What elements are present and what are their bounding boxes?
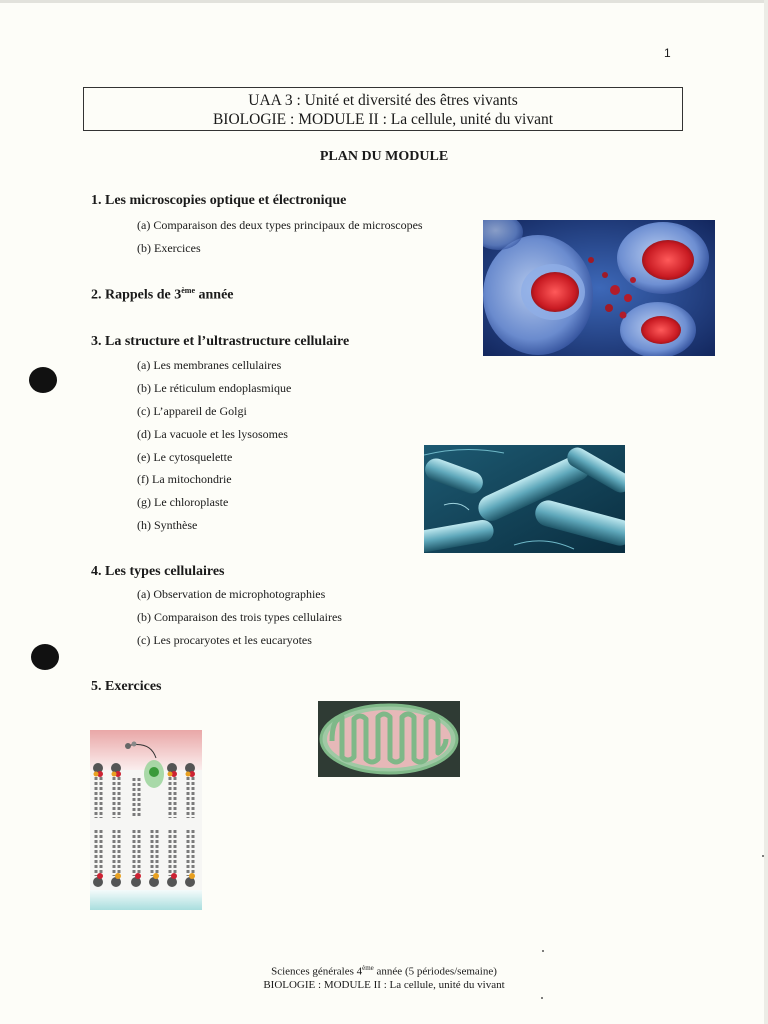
section-1-item-a: (a) Comparaison des deux types principaux de microscopes: [137, 218, 423, 232]
footer-line-2: BIOLOGIE : MODULE II : La cellule, unité du vivant: [263, 978, 505, 991]
animal-cells-image: [483, 220, 715, 356]
cell-membrane-image: [90, 730, 202, 910]
punch-hole: [31, 644, 59, 670]
bacteria-image: [424, 445, 625, 553]
section-3-item-c: (c) L’appareil de Golgi: [137, 404, 247, 418]
footer-line-1: Sciences générales 4ème année (5 périodes/semaine): [271, 964, 497, 978]
section-3-item-e: (e) Le cytosquelette: [137, 450, 233, 464]
section-3-item-a: (a) Les membranes cellulaires: [137, 358, 282, 372]
section-5-heading: 5. Exercices: [91, 679, 162, 694]
section-4-item-a: (a) Observation de microphotographies: [137, 587, 326, 601]
section-1-heading: 1. Les microscopies optique et électronique: [91, 193, 347, 208]
plan-title: PLAN DU MODULE: [319, 149, 449, 164]
section-1-item-b: (b) Exercices: [137, 241, 201, 255]
section-4-item-b: (b) Comparaison des trois types cellulaires: [137, 610, 342, 624]
section-3-item-f: (f) La mitochondrie: [137, 472, 232, 486]
page-number: 1: [664, 46, 671, 60]
module-title-line-1: UAA 3 : Unité et diversité des êtres vivants: [248, 92, 518, 109]
section-3-item-h: (h) Synthèse: [137, 518, 198, 532]
section-3-item-b: (b) Le réticulum endoplasmique: [137, 381, 292, 395]
section-3-heading: 3. La structure et l’ultrastructure cellulaire: [91, 334, 350, 349]
section-4-heading: 4. Les types cellulaires: [91, 564, 225, 579]
scan-speck: [762, 855, 764, 857]
scan-speck: [542, 950, 544, 952]
scan-speck: [541, 997, 543, 999]
punch-hole: [29, 367, 57, 393]
scan-edge: [0, 0, 768, 3]
section-3-item-d: (d) La vacuole et les lysosomes: [137, 427, 288, 441]
module-title-box: [83, 87, 683, 131]
section-3-item-g: (g) Le chloroplaste: [137, 495, 229, 509]
mitochondrion-image: [318, 701, 460, 777]
section-2-heading: 2. Rappels de 3ème année: [91, 286, 234, 303]
module-title-line-2: BIOLOGIE : MODULE II : La cellule, unité du vivant: [212, 111, 554, 128]
section-4-item-c: (c) Les procaryotes et les eucaryotes: [137, 633, 312, 647]
page-footer: [0, 962, 768, 992]
